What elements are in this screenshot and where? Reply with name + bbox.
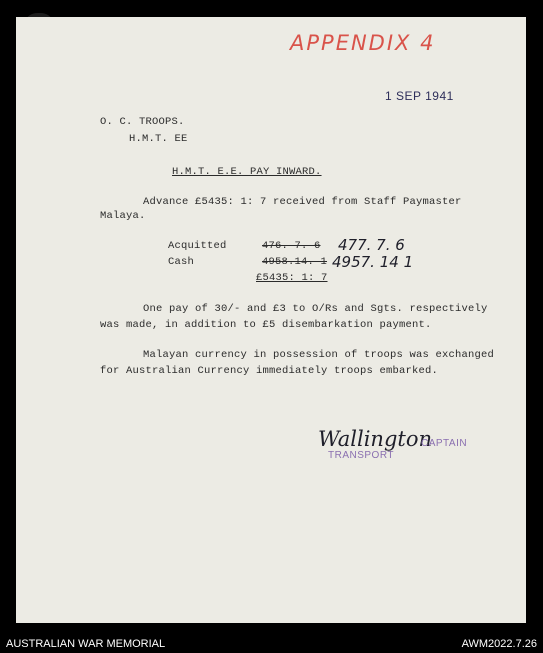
- footer-catalog-number: AWM2022.7.26: [461, 638, 537, 650]
- acquitted-typed-amount: 476. 7. 6: [262, 240, 321, 252]
- date-stamp: 1 SEP 1941: [385, 89, 454, 103]
- document-page: [16, 17, 526, 623]
- rank-stamp: CAPTAIN: [421, 438, 468, 449]
- paragraph-1-line-2: was made, in addition to £5 disembarkation payment.: [100, 319, 432, 331]
- unit-stamp: TRANSPORT: [328, 450, 394, 461]
- addressee-line-1: O. C. TROOPS.: [100, 116, 185, 128]
- cash-typed-amount: 4958.14. 1: [262, 256, 328, 268]
- advance-line-2: Malaya.: [100, 210, 146, 222]
- cash-handwritten-amount: 4957. 14 1: [332, 253, 414, 271]
- total-amount: £5435: 1: 7: [256, 272, 328, 284]
- paragraph-2-line-2: for Australian Currency immediately troops embarked.: [100, 365, 439, 377]
- signature: Wallington: [318, 427, 433, 451]
- paragraph-1-line-1: One pay of 30/- and £3 to O/Rs and Sgts. respectively: [143, 303, 488, 315]
- acquitted-label: Acquitted: [168, 240, 227, 252]
- cash-label: Cash: [168, 256, 195, 268]
- paragraph-2-line-1: Malayan currency in possession of troops was exchanged: [143, 349, 495, 361]
- addressee-line-2: H.M.T. EE: [129, 133, 188, 145]
- acquitted-handwritten-amount: 477. 7. 6: [338, 236, 405, 254]
- document-heading: H.M.T. E.E. PAY INWARD.: [172, 166, 322, 178]
- appendix-annotation: APPENDIX 4: [290, 31, 436, 55]
- footer-institution: AUSTRALIAN WAR MEMORIAL: [6, 638, 166, 650]
- advance-line-1: Advance £5435: 1: 7 received from Staff Paymaster: [143, 196, 462, 208]
